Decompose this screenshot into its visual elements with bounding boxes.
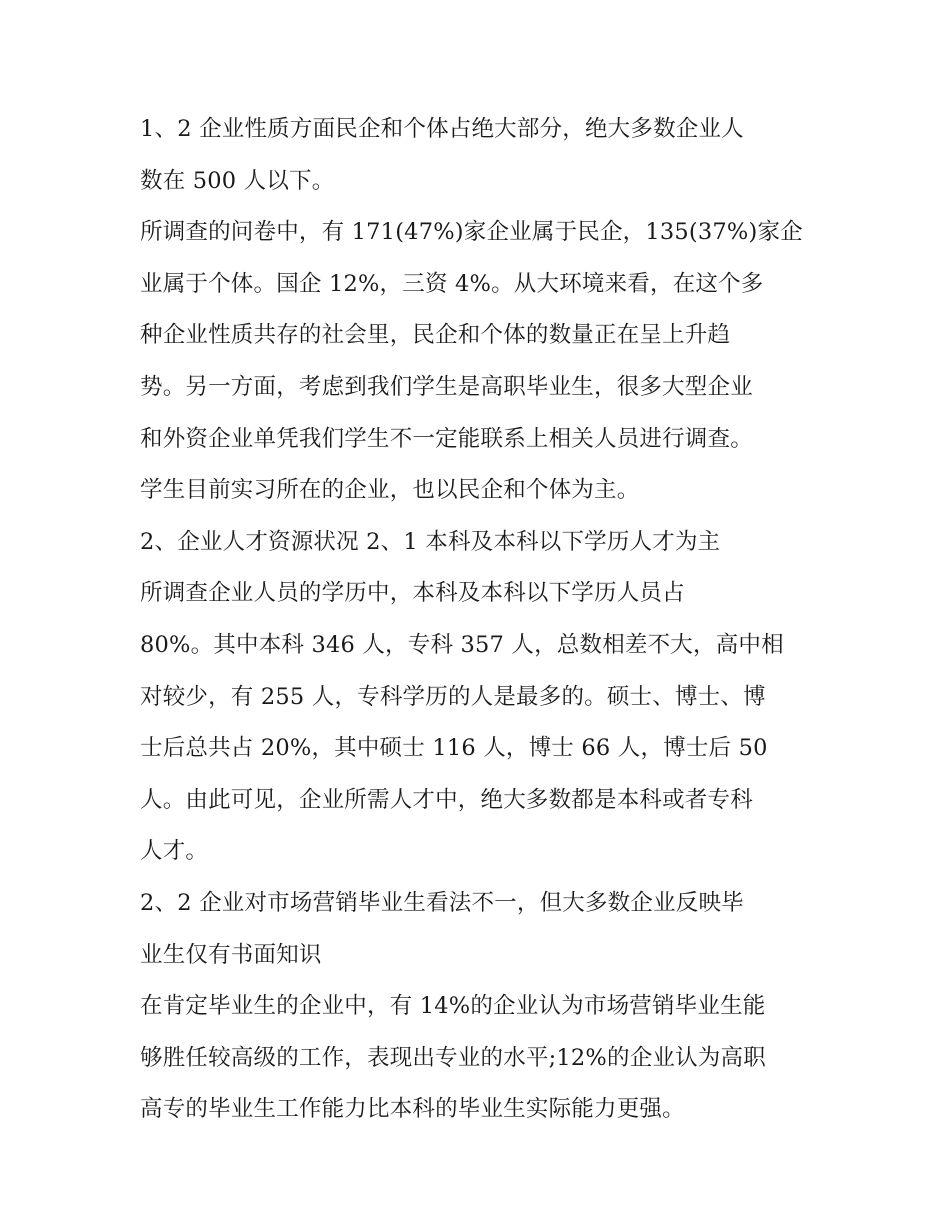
text-line: 高专的毕业生工作能力比本科的毕业生实际能力更强。 (140, 1096, 685, 1123)
text-line: 所调查企业人员的学历中，本科及本科以下学历人员占 (140, 580, 685, 607)
text-line: 业生仅有书面知识 (140, 941, 322, 968)
text-line: 在肯定毕业生的企业中，有 14%的企业认为市场营销毕业生能 (140, 993, 766, 1020)
text-line: 2、企业人才资源状况 2、1 本科及本科以下学历人才为主 (140, 528, 721, 555)
text-line: 对较少，有 255 人，专科学历的人是最多的。硕士、博士、博 (140, 683, 766, 710)
text-line: 士后总共占 20%，其中硕士 116 人，博士 66 人，博士后 50 (140, 735, 768, 762)
text-line: 业属于个体。国企 12%，三资 4%。从大环境来看，在这个多 (140, 270, 764, 297)
text-line: 1、2 企业性质方面民企和个体占绝大部分，绝大多数企业人 (140, 116, 744, 142)
document-body (140, 104, 820, 1136)
text-line: 80%。其中本科 346 人，专科 357 人，总数相差不大，高中相 (140, 631, 784, 658)
text-line: 人。由此可见，企业所需人才中，绝大多数都是本科或者专科 (140, 786, 753, 813)
text-line: 人才。 (140, 838, 209, 865)
text-line: 2、2 企业对市场营销毕业生看法不一，但大多数企业反映毕 (140, 889, 744, 916)
text-line: 和外资企业单凭我们学生不一定能联系上相关人员进行调查。 (140, 425, 753, 452)
text-line: 学生目前实习所在的企业，也以民企和个体为主。 (140, 477, 640, 504)
text-line: 够胜任较高级的工作，表现出专业的水平;12%的企业认为高职 (140, 1044, 766, 1071)
text-line: 数在 500 人以下。 (140, 167, 335, 194)
text-line: 所调查的问卷中，有 171(47%)家企业属于民企，135(37%)家企 (140, 219, 803, 246)
text-line: 势。另一方面，考虑到我们学生是高职毕业生，很多大型企业 (140, 373, 753, 400)
text-line: 种企业性质共存的社会里，民企和个体的数量正在呈上升趋 (140, 322, 731, 349)
